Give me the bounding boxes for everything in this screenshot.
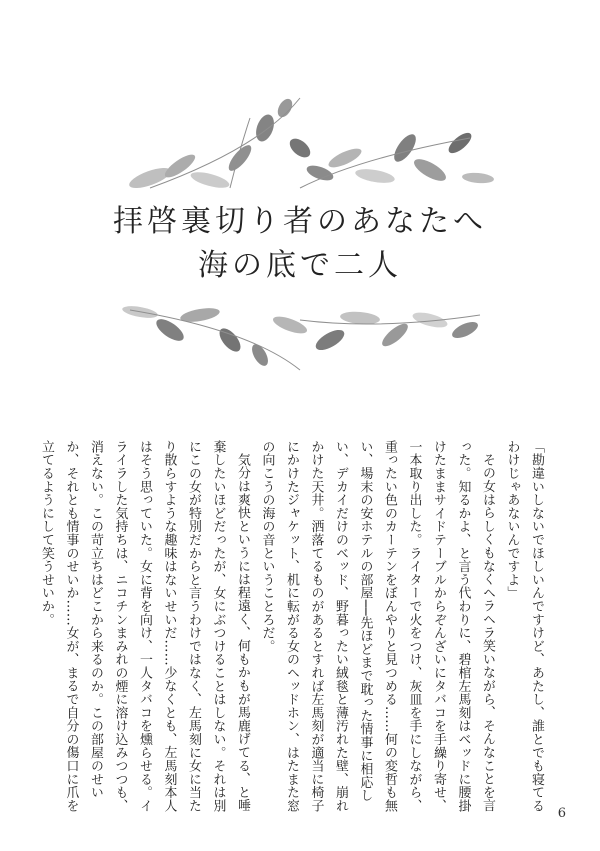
paragraph-3: 気分は爽快というには程遠く、何もかもが馬鹿げてる、と唾棄したいほどだったが、女にぶつけることはしない。それは別にこの女が特別だからと言うわけではなく、左馬刻に女に当たり散らすような趣味はないせいだ……少なくとも、左馬刻本人はそう思っていた。女に背を向け、一人タバコを燻らせる。イライラした気持ちは、ニコチンまみれの煙に溶け込みつつも、消えない。この苛立ちはどこから来るのか。この部屋のせいか、それとも情事のせいか……女が、まるで自分の傷口に爪を立てるようにして笑うせいか。 <box>39 440 250 813</box>
page-number: 6 <box>557 806 566 821</box>
body-text <box>39 440 548 825</box>
paragraph-1: 「勘違いしないでほしいんですけど、あたし、誰とでも寝てるわけじゃあないんですよ」 <box>504 440 544 813</box>
paragraph-2: その女はらしくもなくヘラヘラ笑いながら、そんなことを言った。知るかよ、と言う代わりに、碧棺左馬刻はベッドに腰掛けたままサイドテーブルからぞんざいにタバコを手繰り寄せ、一本取り出した。ライターで火をつけ、灰皿を手にしながら、重ったい色のカーテンをぼんやりと見つめる……何の変哲も無い、場末の安ホテルの部屋──先ほどまで耽った情事に相応しい、デカイだけのベッド、野暮ったい絨毯と薄汚れた壁、崩れかけた天井。洒落てるものがあるとすれば左馬刻が適当に椅子にかけたジャケット、机に転がる女のヘッドホン、はたまた窓の向こうの海の音ということろだ。 <box>259 440 495 813</box>
title-line-2: 海の底で二人 <box>198 248 402 283</box>
title-block <box>0 200 600 300</box>
foliage-top-illustration <box>0 88 600 200</box>
foliage-bottom-illustration <box>0 300 600 390</box>
title-line-1: 拝啓裏切り者のあなたへ <box>113 204 487 239</box>
